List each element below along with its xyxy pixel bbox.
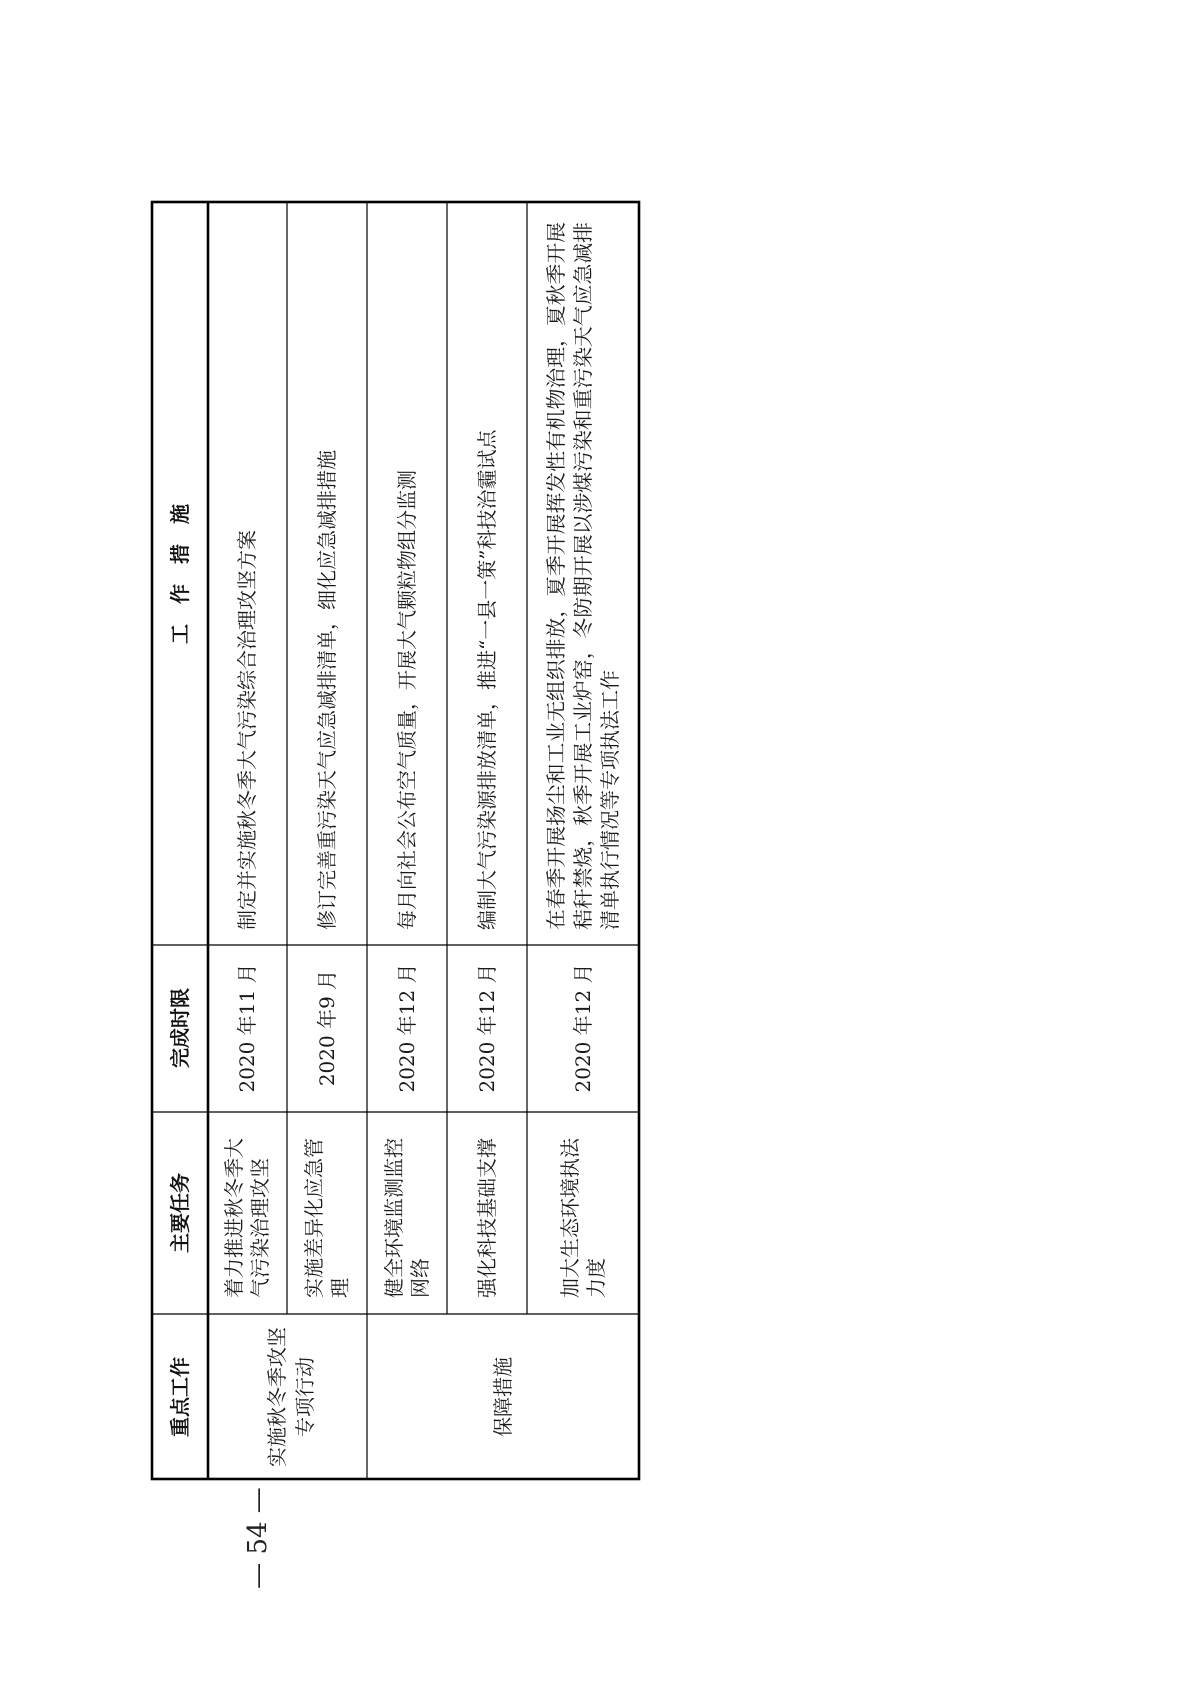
measures-cell bbox=[475, 429, 499, 930]
task-line: 力度 bbox=[584, 1258, 608, 1298]
table-row bbox=[222, 530, 272, 1298]
header-deadline: 完成时限 bbox=[168, 988, 192, 1068]
table-body bbox=[222, 222, 622, 1298]
key-work-group-2 bbox=[491, 1357, 515, 1437]
measures-line: 修订完善重污染天气应急减排清单，细化应急减排措施 bbox=[315, 450, 339, 930]
deadline-cell: 2020 年11 月 bbox=[235, 963, 259, 1093]
table-row bbox=[475, 429, 499, 1298]
task-cell bbox=[382, 1138, 432, 1298]
key-work-group-1 bbox=[265, 1327, 317, 1467]
table-row bbox=[544, 222, 622, 1298]
task-cell bbox=[302, 1138, 352, 1298]
measures-line: 每月向社会公布空气质量，开展大气颗粒物组分监测 bbox=[395, 470, 419, 930]
measures-cell bbox=[235, 530, 259, 930]
task-cell bbox=[475, 1138, 499, 1298]
task-cell bbox=[222, 1138, 272, 1298]
deadline-cell: 2020 年12 月 bbox=[571, 963, 595, 1093]
measures-cell bbox=[544, 222, 622, 930]
header-row bbox=[168, 504, 192, 1437]
task-line: 理 bbox=[328, 1278, 352, 1298]
key-work-cells bbox=[265, 1327, 515, 1467]
task-line: 加大生态环境执法 bbox=[558, 1138, 582, 1298]
key-work-line: 专项行动 bbox=[293, 1357, 317, 1437]
measures-line: 编制大气污染源排放清单，推进“一县一策”科技治霾试点 bbox=[475, 429, 499, 930]
task-line: 着力推进秋冬季大 bbox=[222, 1138, 246, 1298]
page-number: — 54 — bbox=[243, 1487, 273, 1589]
task-line: 实施差异化应急管 bbox=[302, 1138, 326, 1298]
table-row bbox=[302, 450, 352, 1298]
key-work-line: 实施秋冬季攻坚 bbox=[265, 1327, 289, 1467]
deadline-cell: 2020 年9 月 bbox=[315, 969, 339, 1087]
task-cell bbox=[558, 1137, 608, 1298]
header-key-work: 重点工作 bbox=[168, 1357, 192, 1437]
header-main-task: 主要任务 bbox=[168, 1173, 192, 1253]
deadline-cell: 2020 年12 月 bbox=[395, 963, 419, 1093]
measures-line: 在春季开展扬尘和工业无组织排放，夏季开展挥发性有机物治理，夏秋季开展 bbox=[544, 250, 568, 930]
task-line: 健全环境监测监控 bbox=[382, 1138, 406, 1298]
task-line: 气污染治理攻坚 bbox=[248, 1158, 272, 1298]
deadline-cell: 2020 年12 月 bbox=[475, 963, 499, 1093]
measures-line: 秸秆禁烧，秋季开展工业炉窑，冬防期开展以涉煤污染和重污染天气应急减排 bbox=[571, 250, 595, 930]
header-measures: 工 作 措 施 bbox=[168, 504, 192, 644]
measures-line: 制定并实施秋冬季大气污染综合治理攻坚方案 bbox=[235, 530, 259, 930]
task-line: 网络 bbox=[408, 1258, 432, 1298]
key-work-line: 保障措施 bbox=[491, 1357, 515, 1437]
table-row bbox=[382, 470, 432, 1298]
measures-line: 清单执行情况等专项执法工作 bbox=[598, 670, 622, 930]
measures-cell bbox=[395, 470, 419, 930]
measures-cell bbox=[315, 450, 339, 930]
task-line: 强化科技基础支撑 bbox=[475, 1138, 499, 1298]
